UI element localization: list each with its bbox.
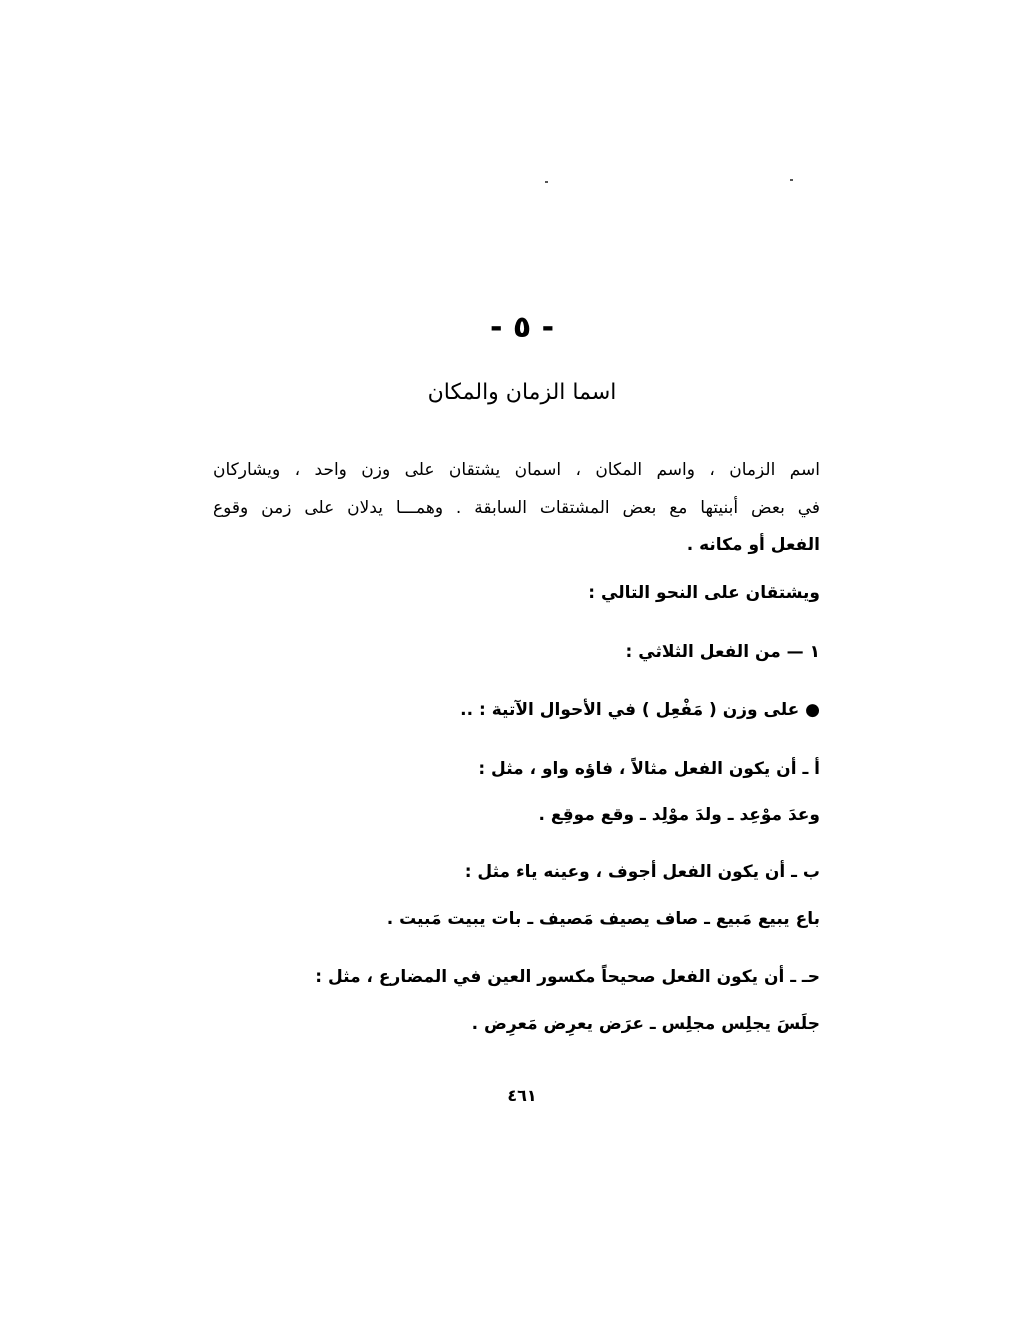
scan-speck [790, 179, 793, 181]
pattern-rule: ● على وزن ( مَفْعِل ) في الأحوال الآتية : .. [460, 700, 820, 720]
intro-line-2: في بعض أبنيتها مع بعض المشتقات السابقة . وهمـــا يدلان على زمن وقوع [213, 498, 820, 518]
case-a-examples: وعدَ موْعِد ـ ولدَ موْلِد ـ وقع موقِع . [538, 805, 820, 825]
scan-speck [545, 181, 548, 183]
case-c-examples: جلَسَ يجلِس مجلِس ـ عرَض يعرِض مَعرِض . [471, 1014, 820, 1034]
case-a-rule: أ ـ أن يكون الفعل مثالاً ، فاؤه واو ، مثل : [478, 759, 820, 779]
chapter-number: - ٥ - [489, 310, 555, 345]
case-c-rule: حـ ـ أن يكون الفعل صحيحاً مكسور العين في المضارع ، مثل : [315, 967, 820, 987]
derivation-intro: ويشتقان على النحو التالي : [588, 583, 820, 603]
intro-line-1: اسم الزمان ، واسم المكان ، اسمان يشتقان على وزن واحد ، ويشاركان [213, 460, 820, 480]
case-b-examples: باع يبيع مَبيع ـ صاف يصيف مَصيف ـ بات يبيت مَبيت . [386, 909, 820, 929]
page-number: ٤٦١ [507, 1086, 537, 1105]
intro-line-3: الفعل أو مكانه . [686, 535, 820, 555]
chapter-title: اسما الزمان والمكان [427, 380, 617, 405]
section-heading-triliteral: ١ — من الفعل الثلاثي : [625, 642, 820, 662]
case-b-rule: ب ـ أن يكون الفعل أجوف ، وعينه ياء مثل : [464, 862, 820, 882]
